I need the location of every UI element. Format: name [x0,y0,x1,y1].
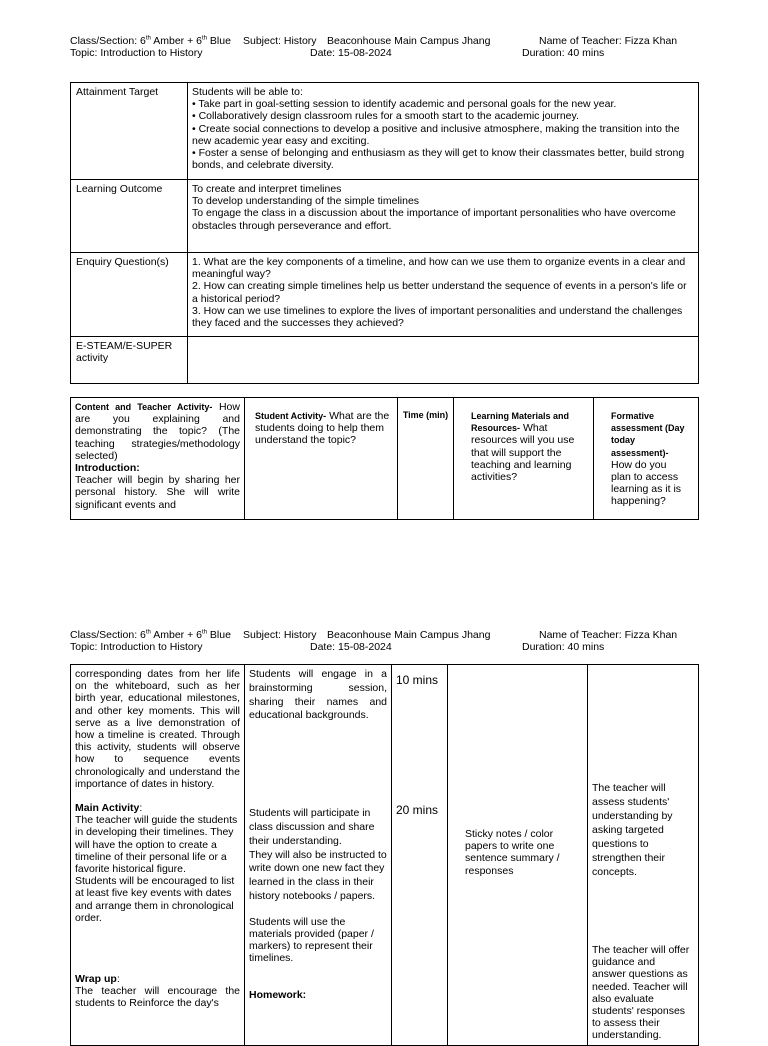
date: Date: 15-08-2024 [310,641,392,653]
lesson-info-table [70,82,699,384]
topic: Topic: Introduction to History [70,641,203,653]
outcome-content: To create and interpret timelines To develop understanding of the simple timelines To engage the class in a discussion about the importance of important personalities who have overcome obstacles through perseverance and effort. [188,180,699,253]
duration: Duration: 40 mins [522,641,605,653]
lesson-plan-table-body [70,664,699,1046]
content-teacher-cell: corresponding dates from her life on the whiteboard, such as her birth year, educational milestones, and other key moments. This will serve as a live demonstration of how a timeline is created. Through this activity, students will observe how to sequence events chronologically and understand the importance of dates in history. Main Activity: The teacher will guide the students in developing their timelines. They will have the option to create a timeline of their personal life or a favorite historical figure. Students will be encouraged to list at least five key events with dates and arrange them in chronological order. Wrap up: The teacher will encourage the students to Reinforce the day's [71,665,245,1046]
lesson-plan-table-header [70,397,699,520]
formative-header: Formative assessment (Day today assessment)- How do you plan to access learning as it is happening? [594,398,699,520]
materials-header: Learning Materials and Resources- What resources will you use that will support the teaching and learning activities? [454,398,594,520]
subject: Subject: History [243,35,317,47]
time-2: 20 mins [396,803,439,818]
page-header [70,35,710,59]
page-header-2 [70,629,710,653]
formative-2: The teacher will offer guidance and answer questions as needed. Teacher will also evaluate students' responses to assess their understanding. [592,944,690,1042]
materials-1: Sticky notes / color papers to write one sentence summary / responses [465,828,560,877]
attainment-label: Attainment Target [71,83,188,180]
content-teacher-header: Content and Teacher Activity- How are you explaining and demonstrating the topic? (The teaching strategies/methodology selected) Introduction: Teacher will begin by sharing her personal history. She will write significant events and [71,398,245,520]
class-section: Class/Section: 6th Amber + 6th Blue [70,629,231,641]
student-activity-2: Students will participate in class discussion and share their understanding. They will also be instructed to write down one new fact they learned in the class in their history notebooks / papers. [249,807,387,902]
wrap-up-heading: Wrap up [75,973,117,986]
campus: Beaconhouse Main Campus Jhang [327,629,491,641]
homework-heading: Homework: [249,988,307,1001]
main-activity-text: The teacher will guide the students in developing their timelines. They will have the option to create a timeline of their personal life or a favorite historical figure. Students will be encouraged to list at least five key events with dates and arrange them in chronological order. [75,814,238,924]
intro-text: Teacher will begin by sharing her personal history. She will write significant events and [75,474,240,511]
main-activity-heading: Main Activity [75,802,140,815]
topic: Topic: Introduction to History [70,47,203,59]
time-cell [392,665,448,1046]
intro-heading: Introduction: [75,462,140,475]
teacher-name: Name of Teacher: Fizza Khan [539,35,678,47]
teacher-name: Name of Teacher: Fizza Khan [539,629,678,641]
attainment-content: Students will be able to: • Take part in goal-setting session to identify academic and personal goals for the new year. • Collaboratively design classroom rules for a smooth start to the academic journey. • Create social connections to develop a positive and inclusive atmosphere, making the transition into the new academic year easy and exciting. • Foster a sense of belonging and enthusiasm as they will get to know their classmates better, build strong bonds, and celebrate diversity. [188,83,699,180]
intro-continued: corresponding dates from her life on the whiteboard, such as her birth year, educational milestones, and other key moments. This will serve as a live demonstration of how a timeline is created. Through this activity, students will observe how to sequence events chronologically and understand the importance of dates in history. [75,668,240,790]
enquiry-content: 1. What are the key components of a timeline, and how can we use them to organize events in a clear and meaningful way? 2. How can creating simple timelines help us better understand the sequence of events in a person's life or a historical period? 3. How can we use timelines to explore the lives of important personalities and understand the challenges they faced and the successes they achieved? [188,253,699,337]
student-activity-header: Student Activity- What are the students doing to help them understand the topic? [245,398,398,520]
formative-1: The teacher will assess students' understanding by asking targeted questions to strengthen their concepts. [592,782,673,878]
subject: Subject: History [243,629,317,641]
enquiry-label: Enquiry Question(s) [71,253,188,337]
materials-cell [448,665,588,1046]
time-header: Time (min) [398,398,454,520]
outcome-label: Learning Outcome [71,180,188,253]
esteam-content [188,337,699,384]
campus: Beaconhouse Main Campus Jhang [327,35,491,47]
esteam-label: E-STEAM/E-SUPER activity [71,337,188,384]
student-activity-cell [245,665,392,1046]
duration: Duration: 40 mins [522,47,605,59]
wrap-up-text: The teacher will encourage the students to Reinforce the day's [75,985,240,1010]
formative-cell [588,665,699,1046]
student-activity-3: Students will use the materials provided (paper / markers) to represent their timelines. [249,915,374,965]
time-1: 10 mins [396,673,439,687]
class-section: Class/Section: 6th Amber + 6th Blue [70,35,231,47]
date: Date: 15-08-2024 [310,47,392,59]
student-activity-1: Students will engage in a brainstorming session, sharing their names and educational backgrounds. [249,668,387,722]
